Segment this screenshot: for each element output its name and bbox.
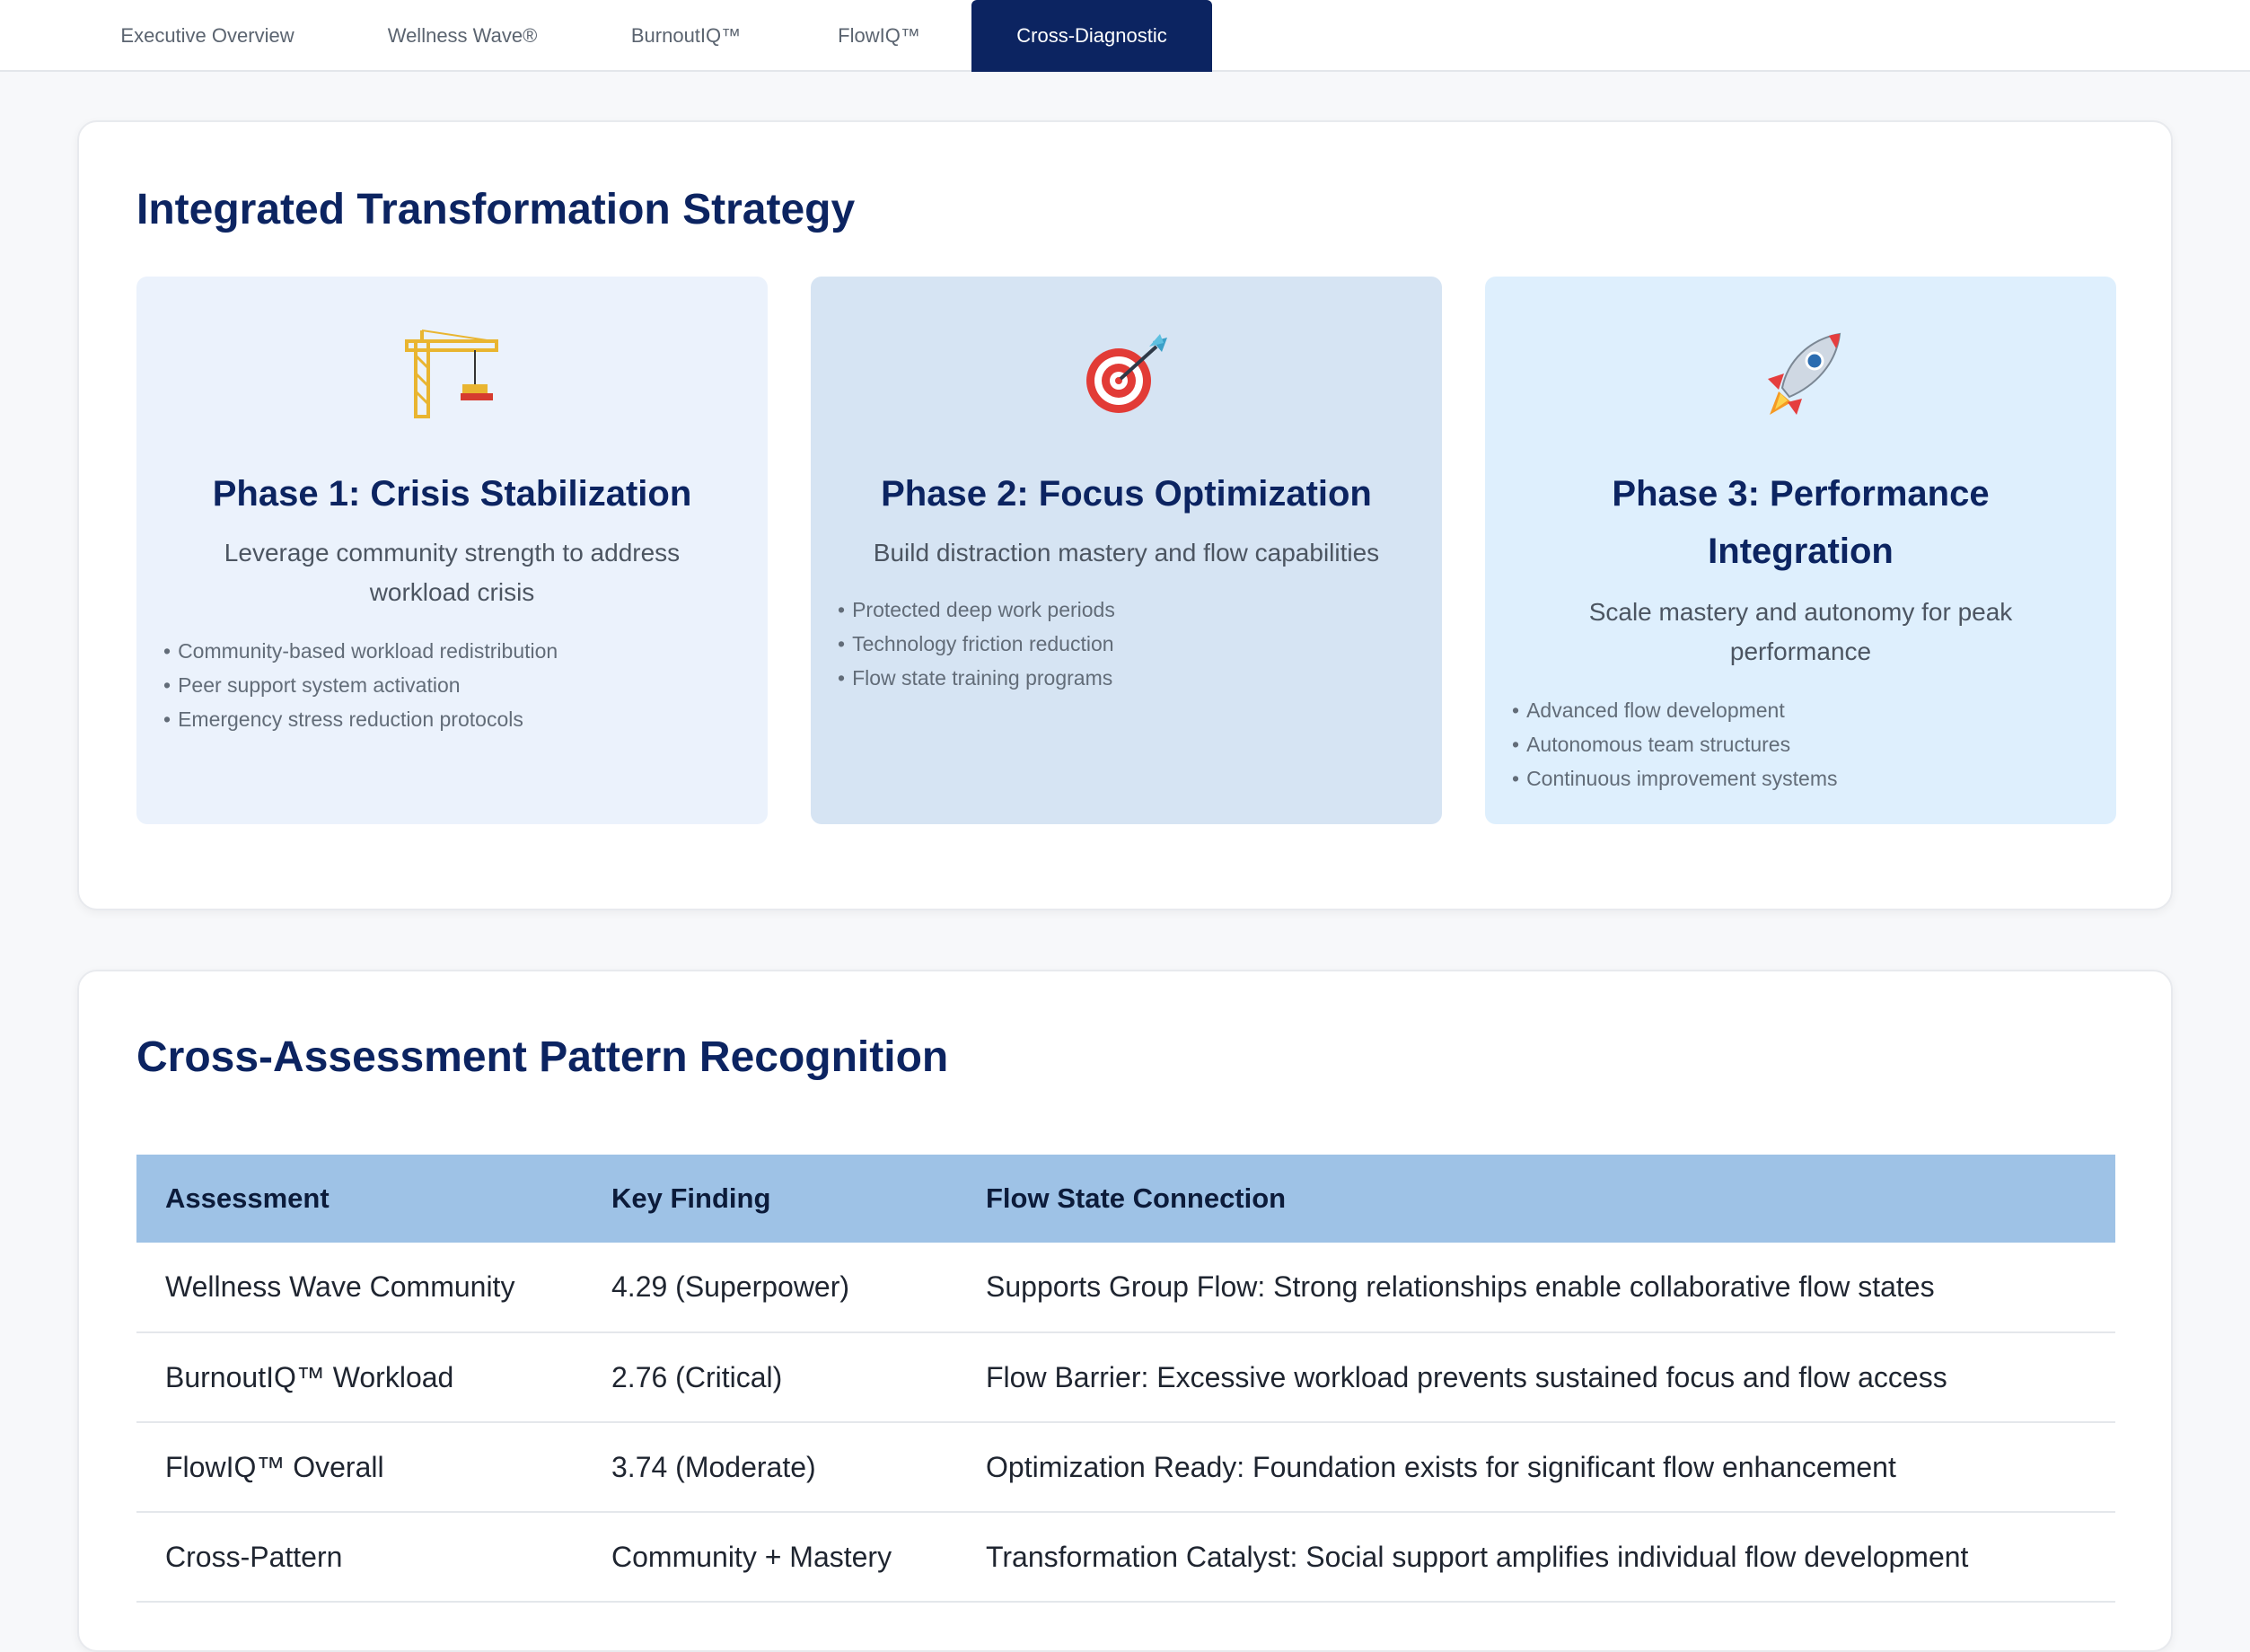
phase-card-2 bbox=[811, 277, 1442, 824]
rocket-icon bbox=[1485, 329, 2116, 418]
table-cell: 2.76 (Critical) bbox=[583, 1332, 957, 1422]
table-row bbox=[136, 1243, 2115, 1332]
tab-burnoutiq[interactable]: BurnoutIQ™ bbox=[630, 24, 742, 47]
construction-crane-icon bbox=[136, 329, 768, 418]
table-cell: BurnoutIQ™ Workload bbox=[136, 1332, 583, 1422]
column-header-key-finding: Key Finding bbox=[583, 1155, 957, 1243]
table-cell: Cross-Pattern bbox=[136, 1512, 583, 1602]
strategy-panel bbox=[77, 120, 2173, 910]
phase-1-list bbox=[163, 634, 741, 736]
table-row bbox=[136, 1422, 2115, 1512]
phase-card-3 bbox=[1485, 277, 2116, 824]
table-cell: Community + Mastery bbox=[583, 1512, 957, 1602]
list-item: • Advanced flow development bbox=[1512, 693, 2089, 727]
phase-3-title: Phase 3: Performance Integration bbox=[1612, 474, 1990, 571]
column-header-flow-connection: Flow State Connection bbox=[957, 1155, 2115, 1243]
phase-3-list bbox=[1512, 693, 2089, 795]
list-item: • Autonomous team structures bbox=[1512, 727, 2089, 761]
table-cell: Supports Group Flow: Strong relationships enable collaborative flow states bbox=[957, 1243, 2115, 1332]
tab-executive-overview[interactable]: Executive Overview bbox=[120, 24, 294, 47]
patterns-title: Cross-Assessment Pattern Recognition bbox=[136, 1033, 949, 1081]
strategy-title: Integrated Transformation Strategy bbox=[136, 186, 856, 233]
phase-1-title: Phase 1: Crisis Stabilization bbox=[212, 474, 692, 514]
table-cell: Transformation Catalyst: Social support amplifies individual flow development bbox=[957, 1512, 2115, 1602]
patterns-panel bbox=[77, 970, 2173, 1652]
tab-wellness-wave[interactable]: Wellness Wave® bbox=[387, 24, 538, 47]
tab-cross-diagnostic[interactable]: Cross-Diagnostic bbox=[971, 0, 1212, 72]
table-cell: Wellness Wave Community bbox=[136, 1243, 583, 1332]
list-item: • Flow state training programs bbox=[838, 661, 1415, 695]
list-item: • Continuous improvement systems bbox=[1512, 761, 2089, 795]
pattern-table bbox=[136, 1155, 2115, 1603]
table-header-row bbox=[136, 1155, 2115, 1243]
phase-1-description: Leverage community strength to address workload crisis bbox=[224, 539, 681, 606]
list-item: • Technology friction reduction bbox=[838, 627, 1415, 661]
list-item: • Emergency stress reduction protocols bbox=[163, 702, 741, 736]
table-cell: Optimization Ready: Foundation exists for significant flow enhancement bbox=[957, 1422, 2115, 1512]
table-cell: 4.29 (Superpower) bbox=[583, 1243, 957, 1332]
phase-3-description: Scale mastery and autonomy for peak performance bbox=[1588, 598, 2013, 665]
tab-flowiq[interactable]: FlowIQ™ bbox=[838, 24, 920, 47]
table-cell: Flow Barrier: Excessive workload prevents sustained focus and flow access bbox=[957, 1332, 2115, 1422]
phase-2-list bbox=[838, 593, 1415, 695]
list-item: • Protected deep work periods bbox=[838, 593, 1415, 627]
column-header-assessment: Assessment bbox=[136, 1155, 583, 1243]
target-dart-icon bbox=[811, 329, 1442, 418]
table-cell: FlowIQ™ Overall bbox=[136, 1422, 583, 1512]
phase-card-1 bbox=[136, 277, 768, 824]
table-row bbox=[136, 1332, 2115, 1422]
tab-bar bbox=[0, 0, 2250, 72]
phase-2-description: Build distraction mastery and flow capabilities bbox=[873, 539, 1380, 567]
list-item: • Peer support system activation bbox=[163, 668, 741, 702]
phase-2-title: Phase 2: Focus Optimization bbox=[881, 474, 1372, 514]
table-cell: 3.74 (Moderate) bbox=[583, 1422, 957, 1512]
table-row bbox=[136, 1512, 2115, 1602]
list-item: • Community-based workload redistribution bbox=[163, 634, 741, 668]
